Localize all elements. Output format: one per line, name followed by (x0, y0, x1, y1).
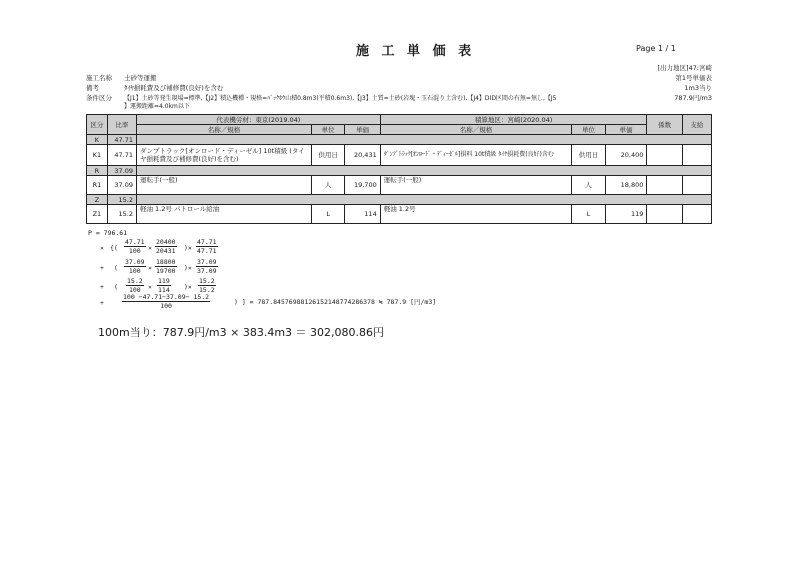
unit-price-header: 787.9円/m3 (674, 94, 712, 102)
fraction-denominator: 100 (128, 247, 141, 255)
calc-op: × (148, 244, 152, 252)
header-kubun: 区分 (87, 115, 108, 135)
group-fill (136, 135, 711, 145)
fraction-denominator: 100 (128, 267, 141, 275)
fraction-denominator: 100 (128, 286, 141, 294)
supply-cell (682, 176, 711, 195)
rep-price: 114 (345, 205, 380, 224)
table-row (87, 145, 712, 166)
group-ratio: 15.2 (107, 195, 136, 205)
calc-result: ) ] = 787.845769881261521487742863​78 ≒ 787.9 [円/m3] (234, 298, 437, 306)
calc-unit: 人 (572, 176, 605, 195)
total-line: 100m当り：787.9円/m3 × 383.4m3 ＝ 302,080.86円 (98, 326, 385, 339)
fraction-numerator: 119 (158, 277, 170, 285)
fraction-denominator: 20431 (156, 247, 176, 255)
coefficient-cell (647, 205, 682, 224)
calc-price: 18,800 (605, 176, 647, 195)
calc-op: × (148, 283, 152, 291)
calc-op: )× (184, 244, 192, 252)
header-unit: 単位 (311, 125, 344, 135)
header-calc-area: 積算地区：宮崎(2020.04) (380, 115, 647, 125)
supply-cell (682, 145, 711, 166)
item-ratio: 47.71 (107, 145, 136, 166)
rep-unit: 供用日 (311, 145, 344, 166)
calc-op: + (100, 264, 104, 272)
fraction (124, 258, 146, 275)
fraction-numerator: 47.71 (125, 238, 145, 246)
table-row (87, 176, 712, 195)
calc-op: {( (110, 244, 118, 252)
calc-op: × (148, 264, 152, 272)
calc-price: 20,400 (605, 145, 647, 166)
fraction-denominator: 100 (160, 302, 172, 310)
fraction-denominator: 37.09 (197, 267, 217, 275)
header-supply: 支給 (682, 115, 711, 135)
rep-name: 運転手(一般) (136, 176, 311, 195)
rep-price: 19,700 (345, 176, 380, 195)
rep-price: 20,431 (345, 145, 380, 166)
group-row (87, 166, 712, 176)
rep-unit: L (311, 205, 344, 224)
group-code: K (87, 135, 108, 145)
group-row (87, 195, 712, 205)
item-ratio: 37.09 (107, 176, 136, 195)
group-ratio: 47.71 (107, 135, 136, 145)
form-number: 第1号単価表 (675, 74, 712, 82)
item-code: K1 (87, 145, 108, 166)
header-name-spec: 名称／規格 (136, 125, 311, 135)
calc-op: )× (184, 264, 192, 272)
calc-p-line: P = 796.61 (88, 229, 128, 237)
fraction-numerator: 47.71 (197, 238, 217, 246)
calc-op: )× (184, 283, 192, 291)
header-name-spec: 名称／規格 (380, 125, 572, 135)
note-label: 備考 (86, 84, 99, 92)
fraction-numerator: 37.09 (197, 258, 217, 266)
page-title: 施 工 単 価 表 (356, 44, 476, 59)
calc-unit: L (572, 205, 605, 224)
item-code: Z1 (87, 205, 108, 224)
fraction (126, 277, 144, 294)
fraction-numerator: 15.2 (127, 277, 143, 285)
fraction (157, 277, 171, 294)
fraction-numerator: 15.2 (199, 277, 215, 285)
fraction-denominator: 19700 (156, 267, 176, 275)
condition-label: 条件区分 (86, 94, 112, 102)
fraction-denominator: 15.2 (199, 286, 215, 294)
header-unit: 単位 (572, 125, 605, 135)
fraction (196, 258, 218, 275)
name-value: 土砂等運搬 (124, 74, 157, 82)
fraction (124, 238, 146, 255)
per-unit-label: 1m3当り (684, 84, 712, 92)
header-representative: 代表機労材：東京(2019.04) (136, 115, 380, 125)
name-label: 施工名称 (86, 74, 112, 82)
unit-price-table (86, 114, 712, 224)
header-price: 単価 (345, 125, 380, 135)
rep-name: 軽油 1.2号 パトロール給油 (136, 205, 311, 224)
group-fill (136, 166, 711, 176)
fraction-denominator: 114 (158, 286, 170, 294)
fraction (155, 238, 177, 255)
header-ratio: 比率 (107, 115, 136, 135)
calc-name: 運転手(一般) (380, 176, 572, 195)
group-row (87, 135, 712, 145)
group-code: R (87, 166, 108, 176)
fraction-numerator: 20400 (156, 238, 176, 246)
page-number: Page 1 / 1 (636, 44, 676, 53)
item-code: R1 (87, 176, 108, 195)
condition-line-1: 【J1】土砂等発生現場=標準,【J2】積込機種・規格=ﾊﾞｯｸﾎｳ山積0.8m3(平積0.6m3),【J3】土質=土砂(岩塊・玉石混り土含む),【J4】DID区間の有無=無し,【J5 (124, 95, 557, 102)
calc-op: × (100, 244, 104, 252)
note-value: ﾀｲﾔ損耗費及び補修費(良好)を含む (124, 84, 224, 92)
fraction (122, 293, 210, 310)
fraction (155, 258, 177, 275)
calc-op: + (100, 299, 104, 307)
fraction-numerator: 37.09 (125, 258, 145, 266)
fraction-denominator: 47.71 (197, 247, 217, 255)
calc-op: + (100, 283, 104, 291)
fraction (198, 277, 216, 294)
calc-unit: 供用日 (572, 145, 605, 166)
calc-name: 軽油 1.2号 (380, 205, 572, 224)
calc-op: ( (114, 283, 118, 291)
calc-op: ( (114, 264, 118, 272)
coefficient-cell (647, 176, 682, 195)
header-price: 単価 (605, 125, 647, 135)
supply-cell (682, 205, 711, 224)
group-fill (136, 195, 711, 205)
coefficient-cell (647, 145, 682, 166)
fraction (196, 238, 218, 255)
rep-unit: 人 (311, 176, 344, 195)
table-row (87, 205, 712, 224)
condition-line-2: 】運搬距離=4.0km以下 (124, 103, 190, 110)
calc-price: 119 (605, 205, 647, 224)
header-coefficient: 係数 (647, 115, 682, 135)
region-label: [出力地区]47:宮崎 (657, 64, 712, 72)
group-ratio: 37.09 (107, 166, 136, 176)
fraction-numerator: 18800 (156, 258, 176, 266)
fraction-numerator: 100 −47.71−37.09− 15.2 (123, 293, 210, 301)
calc-name: ﾀﾞﾝﾌﾟﾄﾗｯｸ[ｵﾝﾛｰﾄﾞ・ﾃﾞｨｰｾﾞﾙ]損料 10t積級 ﾀｲﾔ損耗費(良好)含む (380, 145, 572, 166)
group-code: Z (87, 195, 108, 205)
rep-name: ダンプトラック[オンロード・ディーゼル] 10t積級 (タイヤ損耗費及び補修費(良好)を含む) (136, 145, 311, 166)
item-ratio: 15.2 (107, 205, 136, 224)
